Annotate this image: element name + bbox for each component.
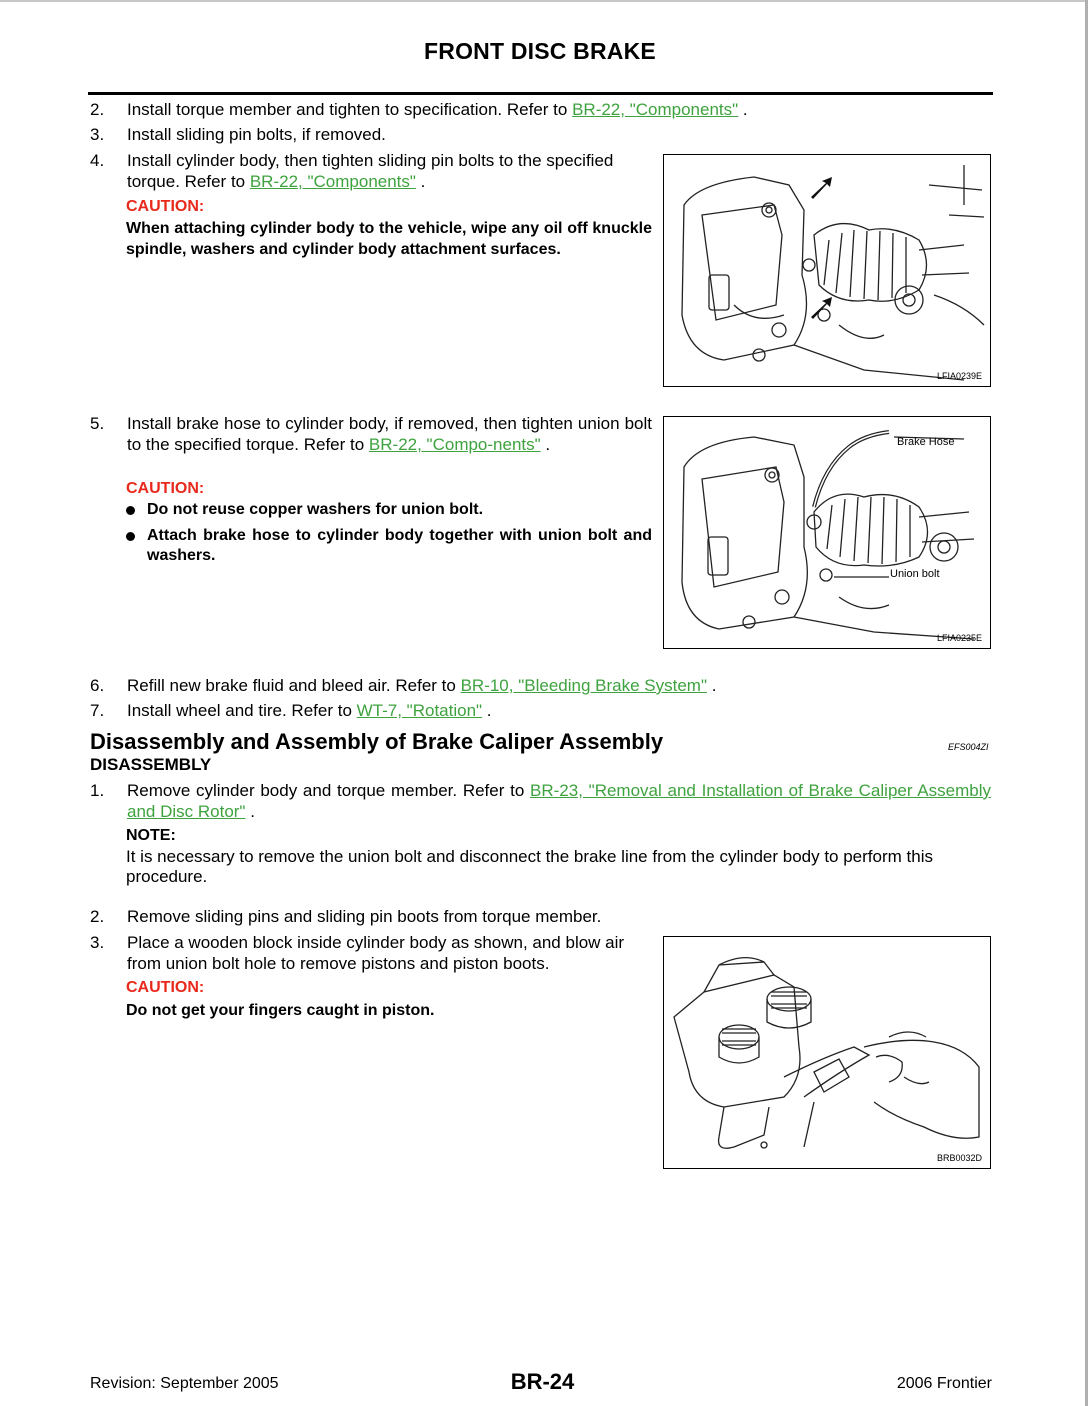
- subheading-disassembly: DISASSEMBLY: [90, 755, 212, 774]
- step-number: 3.: [90, 125, 105, 144]
- step-6: [90, 675, 990, 697]
- step-number: 1.: [90, 781, 105, 800]
- bullet-icon: [126, 532, 135, 541]
- ref-link-wt7[interactable]: WT-7, "Rotation": [356, 701, 483, 720]
- note-text: It is necessary to remove the union bolt and disconnect the brake line from the cylinder body to perform this procedure.: [126, 847, 933, 886]
- disassembly-step-3: [90, 932, 655, 976]
- figure-id: LFIA0239E: [936, 371, 982, 381]
- step-text: Install wheel and tire. Refer to: [127, 701, 357, 720]
- caution-text: When attaching cylinder body to the vehicle, wipe any oil off knuckle spindle, washers and cylinder body attachment surfaces.: [126, 220, 652, 258]
- step-text: Install torque member and tighten to specification. Refer to: [127, 100, 573, 119]
- step-text-after: .: [482, 701, 492, 720]
- step-number: 6.: [90, 676, 105, 695]
- ref-link-br22[interactable]: BR-22, "Components": [572, 100, 739, 119]
- step-5: [90, 413, 655, 479]
- step-text: Place a wooden block inside cylinder body as shown, and blow air from union bolt hole to remove pistons and piston boots.: [127, 933, 625, 973]
- step-number: 2.: [90, 100, 105, 119]
- section-code: EFS004ZI: [948, 742, 989, 752]
- page-title: FRONT DISC BRAKE: [424, 38, 656, 64]
- section-title: Disassembly and Assembly of Brake Caliper Assembly: [90, 729, 664, 754]
- step-text-wrap: [127, 150, 655, 192]
- figure-id: LFIA0235E: [936, 633, 982, 643]
- label-brake-hose: Brake Hose: [897, 436, 955, 448]
- step-text-wrap: [127, 413, 652, 455]
- step-text: Install brake hose to cylinder body, if removed, then tighten union bolt to the specified torque. Refer to: [127, 414, 652, 454]
- step-2: [90, 99, 990, 121]
- step-text: Install sliding pin bolts, if removed.: [127, 125, 386, 144]
- caution-bullet: [126, 526, 652, 568]
- bullet-text: Do not reuse copper washers for union bolt.: [147, 501, 484, 518]
- footer-page-number: BR-24: [510, 1369, 575, 1394]
- caution-label: CAUTION:: [126, 480, 205, 497]
- disassembly-step-1: [90, 780, 992, 824]
- bullet-text: Attach brake hose to cylinder body together with union bolt and washers.: [147, 527, 652, 564]
- ref-link-br23[interactable]: BR-23, "Removal and Installation of Brake Caliper Assembly and Disc Rotor": [127, 781, 991, 821]
- step-text-wrap: [127, 675, 716, 696]
- step-3: [90, 124, 990, 146]
- step-text-after: .: [415, 172, 426, 191]
- figure-caliper-installed: [663, 154, 991, 387]
- footer-revision: Revision: September 2005: [90, 1375, 279, 1392]
- ref-link-br22[interactable]: BR-22, "Components": [249, 172, 416, 191]
- step-text-after: .: [706, 676, 717, 695]
- caution-bullet: [126, 500, 652, 522]
- figure-piston-removal: [663, 936, 991, 1169]
- step-4: [90, 150, 655, 194]
- step-number: 3.: [90, 933, 105, 952]
- step-text-after: .: [245, 802, 255, 821]
- step-text: Remove cylinder body and torque member. Refer to: [127, 781, 531, 800]
- brake-hose-illustration: [664, 417, 990, 648]
- step-number: 7.: [90, 701, 105, 720]
- figure-brake-hose: [663, 416, 991, 649]
- disassembly-step-2: [90, 906, 990, 928]
- caution-text: Do not get your fingers caught in piston.: [126, 1002, 435, 1019]
- step-text-wrap: [127, 99, 748, 120]
- step-text: Remove sliding pins and sliding pin boots from torque member.: [127, 907, 602, 926]
- caliper-illustration: [664, 155, 990, 386]
- caution-label: CAUTION:: [126, 198, 205, 215]
- step-text-line2: torque. Refer to: [127, 172, 250, 191]
- step-number: 5.: [90, 414, 105, 433]
- note-label: NOTE:: [126, 827, 176, 844]
- step-number: 2.: [90, 907, 105, 926]
- step-text-line2-wrap: [127, 171, 655, 192]
- label-union-bolt: Union bolt: [890, 568, 940, 580]
- bullet-icon: [126, 506, 135, 515]
- step-text: Refill new brake fluid and bleed air. Refer to: [127, 676, 461, 695]
- ref-link-br10[interactable]: BR-10, "Bleeding Brake System": [460, 676, 707, 695]
- step-number: 4.: [90, 151, 105, 170]
- ref-link-br22[interactable]: BR-22, "Compo-nents": [368, 435, 541, 454]
- page-frame-top: [0, 0, 1088, 2]
- step-text-line1: Install cylinder body, then tighten sliding pin bolts to the specified: [127, 151, 614, 170]
- piston-removal-illustration: [664, 937, 990, 1168]
- step-7: [90, 700, 990, 722]
- step-text-after: .: [738, 100, 748, 119]
- footer-model: 2006 Frontier: [896, 1375, 992, 1392]
- step-text-wrap: [127, 700, 492, 721]
- step-text-after: .: [540, 435, 551, 454]
- caution-label: CAUTION:: [126, 979, 205, 996]
- figure-id: BRB0032D: [936, 1153, 982, 1163]
- header-rule: [88, 92, 993, 95]
- step-text-wrap: [127, 780, 991, 822]
